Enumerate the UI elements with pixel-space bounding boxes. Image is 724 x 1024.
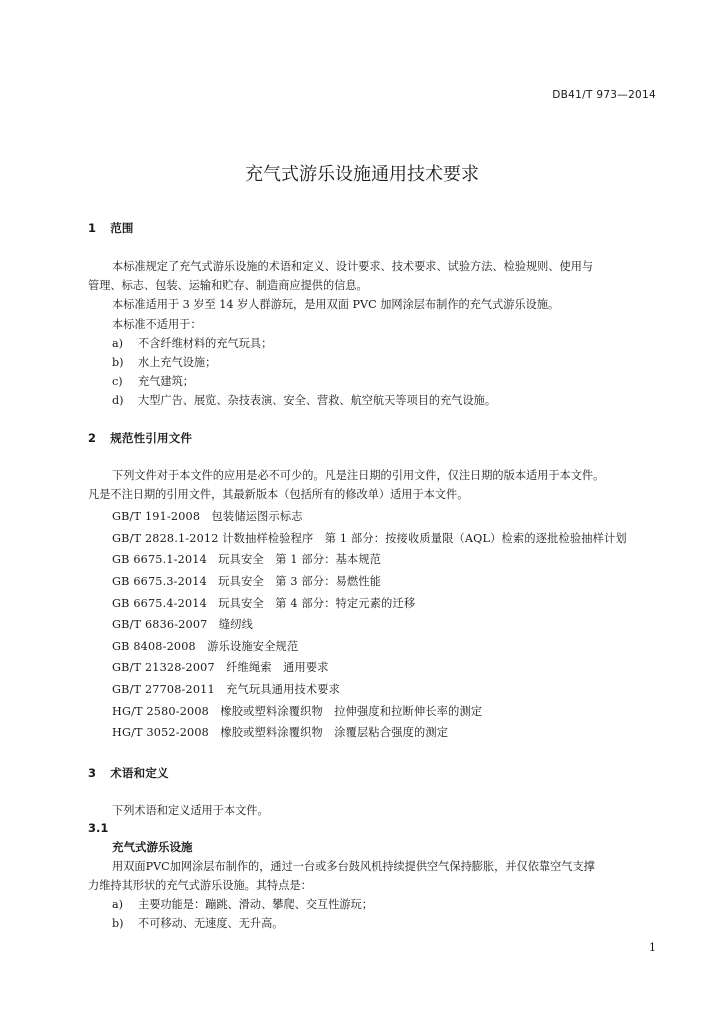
section-1-heading xyxy=(88,220,134,236)
term-definition-line2: 力维持其形状的充气式游乐设施。其特点是： xyxy=(88,879,312,892)
list-item-label: b) xyxy=(112,917,124,930)
list-item xyxy=(112,915,283,931)
reference-item: GB/T 27708-2011 充气玩具通用技术要求 xyxy=(112,683,341,696)
section-1-para2: 本标准适用于 3 岁至 14 岁人群游玩，是用双面 PVC 加网涂层布制作的充气式游乐设施。 xyxy=(112,298,560,311)
subsection-number: 3.1 xyxy=(88,821,109,835)
list-item-label: b) xyxy=(112,356,124,369)
list-item-text: 不含纤维材料的充气玩具； xyxy=(138,337,273,350)
term-title: 充气式游乐设施 xyxy=(112,840,193,854)
reference-item: GB/T 21328-2007 纤维绳索 通用要求 xyxy=(112,661,329,674)
list-item xyxy=(112,392,496,408)
list-item xyxy=(112,896,373,912)
list-item-label: a) xyxy=(112,337,124,350)
section-2-title: 规范性引用文件 xyxy=(110,431,193,445)
section-3-title: 术语和定义 xyxy=(110,766,169,780)
reference-item: GB/T 191-2008 包装储运图示标志 xyxy=(112,510,303,523)
list-item-text: 大型广告、展览、杂技表演、安全、营救、航空航天等项目的充气设施。 xyxy=(138,394,497,407)
list-item-text: 不可移动、无速度、无升高。 xyxy=(138,917,284,930)
document-title: 充气式游乐设施通用技术要求 xyxy=(245,164,479,185)
section-2-number: 2 xyxy=(88,431,97,445)
reference-item: GB 6675.3-2014 玩具安全 第 3 部分：易燃性能 xyxy=(112,575,382,588)
section-1-number: 1 xyxy=(88,221,97,235)
section-3-heading xyxy=(88,765,169,781)
section-1-para1-line1: 本标准规定了充气式游乐设施的术语和定义、设计要求、技术要求、试验方法、检验规则、使用与 xyxy=(112,260,594,273)
section-3-intro: 下列术语和定义适用于本文件。 xyxy=(112,804,269,817)
reference-item: GB 6675.1-2014 玩具安全 第 1 部分：基本规范 xyxy=(112,553,382,566)
section-1-title: 范围 xyxy=(110,221,134,235)
section-2-heading xyxy=(88,430,192,446)
reference-item: GB 8408-2008 游乐设施安全规范 xyxy=(112,640,299,653)
list-item-text: 充气建筑； xyxy=(138,375,194,388)
reference-item: GB 6675.4-2014 玩具安全 第 4 部分：特定元素的迁移 xyxy=(112,597,416,610)
reference-item: HG/T 2580-2008 橡胶或塑料涂覆织物 拉伸强度和拉断伸长率的测定 xyxy=(112,705,483,718)
list-item xyxy=(112,354,216,370)
list-item xyxy=(112,373,194,389)
section-2-intro-line1: 下列文件对于本文件的应用是必不可少的。凡是注日期的引用文件，仅注日期的版本适用于本文件。 xyxy=(112,469,605,482)
list-item-label: a) xyxy=(112,898,124,911)
list-item-label: c) xyxy=(112,375,123,388)
term-definition-line1: 用双面PVC加网涂层布制作的，通过一台或多台鼓风机持续提供空气保持膨胀，并仅依靠空气支撑 xyxy=(112,860,595,873)
list-item-text: 水上充气设施； xyxy=(138,356,217,369)
section-1-para3: 本标准不适用于： xyxy=(112,318,202,331)
list-item-label: d) xyxy=(112,394,124,407)
list-item xyxy=(112,335,272,351)
list-item-text: 主要功能是：蹦跳、滑动、攀爬、交互性游玩； xyxy=(138,898,373,911)
standard-code: DB41/T 973—2014 xyxy=(552,89,656,101)
section-2-intro-line2: 凡是不注日期的引用文件，其最新版本（包括所有的修改单）适用于本文件。 xyxy=(88,488,469,501)
reference-item: HG/T 3052-2008 橡胶或塑料涂覆织物 涂覆层粘合强度的测定 xyxy=(112,726,449,739)
reference-item: GB/T 2828.1-2012 计数抽样检验程序 第 1 部分：按接收质量限（AQL）检索的逐批检验抽样计划 xyxy=(112,532,627,545)
section-1-para1-line2: 管理、标志、包装、运输和贮存、制造商应提供的信息。 xyxy=(88,279,368,292)
page-number: 1 xyxy=(649,941,656,954)
reference-item: GB/T 6836-2007 缝纫线 xyxy=(112,618,254,631)
section-3-number: 3 xyxy=(88,766,97,780)
